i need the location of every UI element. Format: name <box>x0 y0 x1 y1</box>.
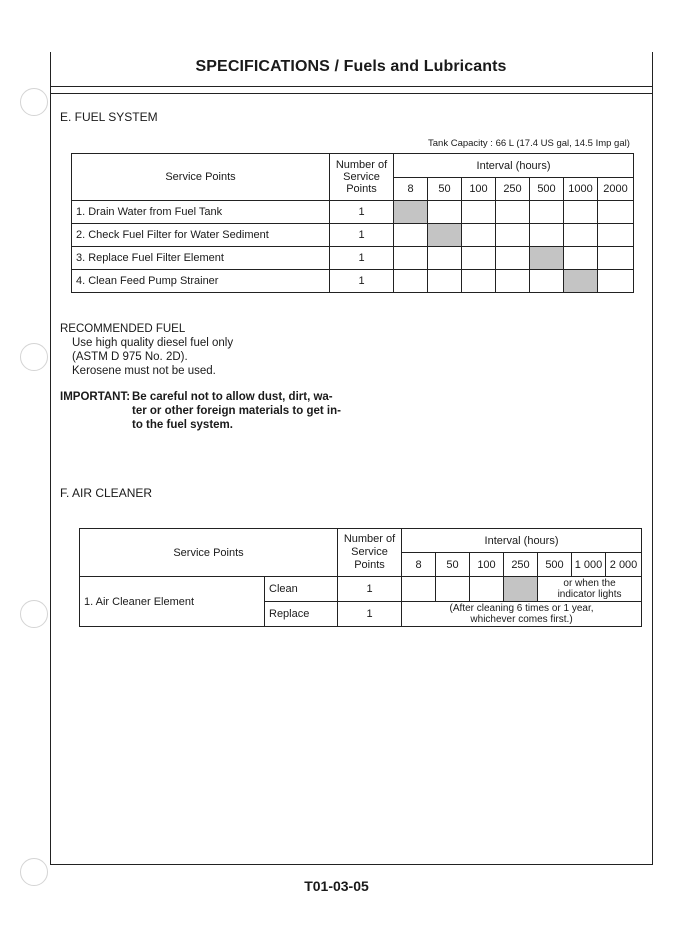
interval-cell <box>598 270 634 293</box>
tank-capacity: Tank Capacity : 66 L (17.4 US gal, 14.5 Imp gal) <box>428 138 630 149</box>
interval-cell <box>470 577 504 602</box>
col-interval-header: Interval (hours) <box>402 529 642 553</box>
punch-hole <box>20 343 48 371</box>
col-number-header <box>338 529 402 577</box>
col-interval-header: Interval (hours) <box>394 154 634 178</box>
title-rule <box>50 86 653 87</box>
replace-label: Replace <box>265 602 338 627</box>
interval-cell <box>564 224 598 247</box>
interval-header-cell: 1 000 <box>572 553 606 577</box>
interval-cell <box>564 247 598 270</box>
interval-cell <box>462 247 496 270</box>
interval-cell <box>496 201 530 224</box>
table-row <box>72 224 634 247</box>
page-code: T01-03-05 <box>304 878 369 894</box>
recommended-fuel-heading: RECOMMENDED FUEL <box>60 323 186 335</box>
interval-cell <box>530 201 564 224</box>
interval-cell <box>402 577 436 602</box>
punch-hole <box>20 600 48 628</box>
replace-count: 1 <box>338 602 402 627</box>
interval-cell <box>496 270 530 293</box>
air-cleaner-element-label: 1. Air Cleaner Element <box>80 577 265 627</box>
table-row <box>72 247 634 270</box>
air-cleaner-heading: F. AIR CLEANER <box>60 486 153 500</box>
interval-mark <box>504 577 538 602</box>
interval-header-cell: 1000 <box>564 178 598 201</box>
interval-mark <box>564 270 598 293</box>
interval-header-cell: 500 <box>538 553 572 577</box>
air-cleaner-table <box>79 528 642 627</box>
interval-cell <box>530 224 564 247</box>
service-point-label: 1. Drain Water from Fuel Tank <box>72 201 330 224</box>
col-service-points-header: Service Points <box>72 154 330 201</box>
interval-header-cell: 8 <box>402 553 436 577</box>
interval-header-cell: 100 <box>462 178 496 201</box>
service-point-label: 3. Replace Fuel Filter Element <box>72 247 330 270</box>
fuel-system-heading: E. FUEL SYSTEM <box>60 110 158 124</box>
frame-bottom <box>50 864 653 865</box>
clean-note-line: indicator lights <box>557 589 622 600</box>
interval-header-cell: 250 <box>496 178 530 201</box>
frame-right <box>652 52 653 864</box>
interval-cell <box>496 247 530 270</box>
fuel-system-table <box>71 153 634 293</box>
interval-header-cell: 500 <box>530 178 564 201</box>
interval-mark <box>428 224 462 247</box>
interval-header-cell: 8 <box>394 178 428 201</box>
clean-label: Clean <box>265 577 338 602</box>
service-point-count: 1 <box>330 224 394 247</box>
interval-cell <box>598 224 634 247</box>
interval-header-cell: 2 000 <box>606 553 642 577</box>
interval-cell <box>462 270 496 293</box>
important-line: to the fuel system. <box>132 419 233 431</box>
interval-cell <box>496 224 530 247</box>
col-number-line1: Number of <box>343 533 396 545</box>
table-row <box>80 577 642 602</box>
col-number-line3: Points <box>354 559 385 571</box>
interval-cell <box>394 247 428 270</box>
interval-header-cell: 50 <box>428 178 462 201</box>
frame-left <box>50 52 51 864</box>
table-row <box>72 201 634 224</box>
interval-cell <box>428 201 462 224</box>
important-text <box>132 390 341 432</box>
content-top-rule <box>50 93 653 94</box>
col-number-header <box>330 154 394 201</box>
col-number-line2: Service <box>351 546 388 558</box>
interval-mark <box>394 201 428 224</box>
interval-cell <box>598 247 634 270</box>
interval-cell <box>530 270 564 293</box>
clean-note <box>538 577 642 602</box>
col-service-points-header: Service Points <box>80 529 338 577</box>
important-label: IMPORTANT: <box>60 391 131 403</box>
replace-note-line: whichever comes first.) <box>470 614 573 625</box>
service-point-count: 1 <box>330 201 394 224</box>
interval-cell <box>564 201 598 224</box>
interval-mark <box>530 247 564 270</box>
recommended-fuel-line: Kerosene must not be used. <box>72 365 216 377</box>
interval-cell <box>598 201 634 224</box>
clean-count: 1 <box>338 577 402 602</box>
service-point-label: 2. Check Fuel Filter for Water Sediment <box>72 224 330 247</box>
important-line: Be careful not to allow dust, dirt, wa- <box>132 391 333 403</box>
interval-cell <box>462 201 496 224</box>
interval-cell <box>394 270 428 293</box>
service-point-count: 1 <box>330 270 394 293</box>
interval-cell <box>428 270 462 293</box>
punch-hole <box>20 88 48 116</box>
interval-cell <box>394 224 428 247</box>
important-line: ter or other foreign materials to get in- <box>132 405 341 417</box>
table-row <box>72 270 634 293</box>
interval-cell <box>428 247 462 270</box>
recommended-fuel-block <box>60 322 233 378</box>
replace-note <box>402 602 642 627</box>
interval-header-cell: 50 <box>436 553 470 577</box>
col-number-line1: Number of <box>335 159 388 171</box>
page-title: SPECIFICATIONS / Fuels and Lubricants <box>195 58 507 75</box>
recommended-fuel-line: (ASTM D 975 No. 2D). <box>72 351 188 363</box>
interval-header-cell: 100 <box>470 553 504 577</box>
recommended-fuel-line: Use high quality diesel fuel only <box>72 337 234 349</box>
col-number-line3: Points <box>346 183 377 195</box>
col-number-line2: Service <box>343 171 380 183</box>
service-point-count: 1 <box>330 247 394 270</box>
interval-cell <box>462 224 496 247</box>
interval-cell <box>436 577 470 602</box>
service-point-label: 4. Clean Feed Pump Strainer <box>72 270 330 293</box>
replace-note-line: (After cleaning 6 times or 1 year, <box>449 603 594 614</box>
clean-note-line: or when the <box>563 578 616 589</box>
interval-header-cell: 2000 <box>598 178 634 201</box>
interval-header-cell: 250 <box>504 553 538 577</box>
